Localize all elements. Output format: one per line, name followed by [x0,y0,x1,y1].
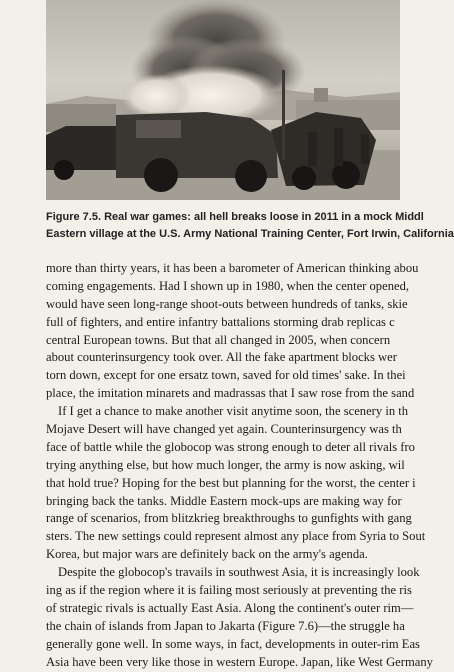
figure-photo [46,0,400,200]
body-line: full of fighters, and entire infantry battalions storming drab replicas c [46,314,395,329]
body-line: If I get a chance to make another visit anytime soon, the scenery in th [58,404,409,419]
body-line: more than thirty years, it has been a barometer of American thinking abou [46,261,419,275]
body-line: central European towns. But that all changed in 2005, when concern [46,332,391,347]
body-line: coming engagements. Had I shown up in 1980, when the center opened, [46,278,410,293]
figure-caption [46,209,454,243]
body-line: Despite the globocop's travails in southwest Asia, it is increasingly look [58,565,420,580]
body-text [46,260,433,671]
body-line: face of battle while the globocop was strong enough to deter all rivals fro [46,439,415,454]
caption-line: Eastern village at the U.S. Army National Training Center, Fort Irwin, California [46,228,454,240]
body-line: sters. The new settings could represent almost any place from Syria to Sout [46,529,426,544]
body-line: generally gone well. In some ways, in fact, developments in outer-rim Eas [46,636,420,651]
body-line: ing as if the region where it is failing most seriously at preventing the ris [46,583,412,598]
body-line: range of scenarios, from blitzkrieg breakthroughs to gunfights with gang [46,511,412,526]
body-line: of strategic rivals is actually East Asia. Along the continent's outer rim— [46,600,414,615]
body-line: trying anything else, but how much longer, the army is now asking, wil [46,457,405,472]
explosion-scene-illustration [46,0,400,200]
caption-line: Figure 7.5. Real war games: all hell breaks loose in 2011 in a mock Middl [46,211,424,223]
body-line: Mojave Desert will have changed yet again. Counterinsurgency was th [46,422,402,437]
body-line: Asia have been very like those in western Europe. Japan, like West Germany [46,654,433,669]
body-line: the chain of islands from Japan to Jakarta (Figure 7.6)—the struggle ha [46,618,405,633]
body-line: bringing back the tanks. Middle Eastern mock-ups are making way for [46,493,402,508]
body-line: Korea, but major wars are definitely back on the army's agenda. [46,547,368,562]
body-line: torn down, except for one ersatz town, saved for old times' sake. In thei [46,368,406,383]
body-line: would have seen long-range shoot-outs between hundreds of tanks, skie [46,296,408,311]
body-line: that hold true? Hoping for the best but planning for the worst, the center i [46,475,416,490]
body-line: place, the imitation minarets and madrassas that I saw rose from the sand [46,386,415,401]
body-line: about counterinsurgency took over. All the fake apartment blocks wer [46,350,397,365]
